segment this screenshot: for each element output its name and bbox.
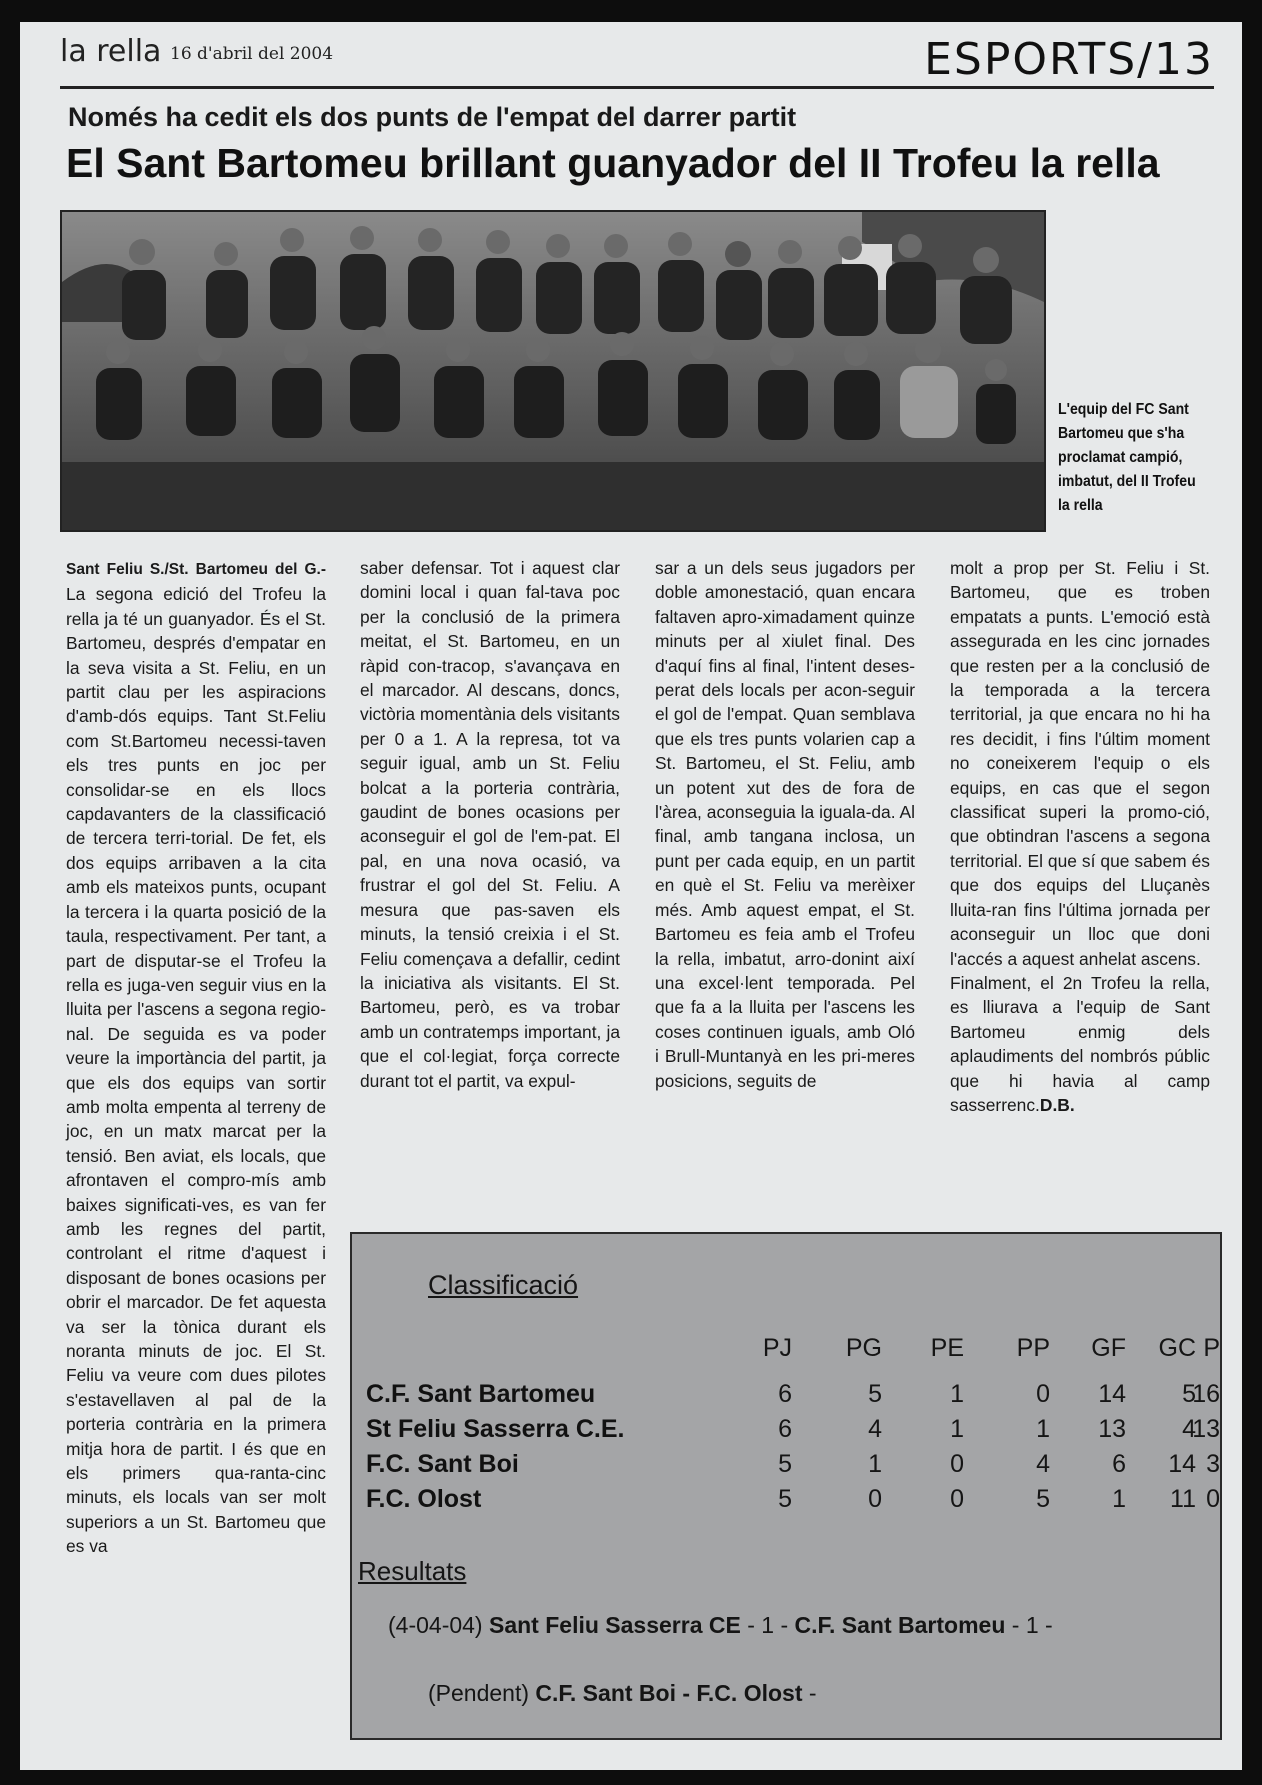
team-name: F.C. Olost (366, 1485, 482, 1513)
result-away-team: C.F. Sant Bartomeu (794, 1612, 1006, 1638)
stat-pg: 4 (868, 1415, 882, 1443)
stat-pe: 1 (950, 1415, 964, 1443)
stat-gc: 11 (1170, 1485, 1196, 1513)
result-away-team: F.C. Olost (696, 1680, 803, 1706)
article-column-3: sar a un dels seus jugadors per doble amonestació, quan encara faltaven apro-ximadament quinze minuts per al xiulet final. Des d'aquí fins al final, l'intent deses-perat dels locals per acon-seguir el gol de l'empat. Quan semblava que els tres punts volarien cap a St. Bartomeu, el St. Feliu, amb un potent xut des de fora de l'àrea, aconseguia la iguala-da. Al final, amb tangana inclosa, un punt per cada equip, en un partit en què el St. Feliu va merèixer més. Amb aquest empat, el St. Bartomeu es feia amb el Trofeu la rella, imbatut, arro-donint així una excel·lent temporada. Pel que fa a la lluita per l'ascens les coses continuen iguals, amb Oló i Brull-Muntanyà en les pri-meres posicions, seguits de (655, 558, 915, 1091)
issue-date: 16 d'abril del 2004 (170, 44, 334, 64)
col-header-pp: PP (1016, 1334, 1050, 1362)
stat-pe: 0 (950, 1450, 964, 1478)
result-row-2 (428, 1680, 817, 1707)
article-kicker: Només ha cedit els dos punts de l'empat del darrer partit (68, 102, 797, 132)
stat-pp: 0 (1036, 1380, 1050, 1408)
stat-pj: 6 (778, 1380, 792, 1408)
standings-box (350, 1232, 1222, 1740)
col-header-p: P (1203, 1334, 1220, 1362)
stat-gf: 6 (1112, 1450, 1126, 1478)
stat-gc: 5 (1182, 1380, 1196, 1408)
author-signature: D.B. (1039, 1094, 1075, 1115)
article-text-final: Finalment, el 2n Trofeu la rella, es lliurava a l'equip de Sant Bartomeu enmig dels aplaudiments del nombrós públic que hi havia al camp sasserrenc. (950, 972, 1210, 1115)
team-photo (60, 210, 1046, 532)
col-header-gc: GC (1158, 1334, 1196, 1362)
stat-pp: 4 (1036, 1450, 1050, 1478)
stat-pj: 6 (778, 1415, 792, 1443)
stat-pe: 1 (950, 1380, 964, 1408)
stat-p: 16 (1192, 1380, 1220, 1408)
stat-pe: 0 (950, 1485, 964, 1513)
result-separator: - (682, 1680, 691, 1706)
article-column-4 (950, 556, 1210, 1117)
stat-pj: 5 (778, 1450, 792, 1478)
stat-gf: 13 (1098, 1415, 1126, 1443)
stat-p: 13 (1192, 1415, 1220, 1443)
result-home-team: C.F. Sant Boi (535, 1680, 676, 1706)
result-date: (4-04-04) (388, 1612, 483, 1638)
col-header-pg: PG (845, 1334, 882, 1362)
col-header-pe: PE (930, 1334, 964, 1362)
header-rule (60, 86, 1214, 89)
result-row-1 (388, 1612, 1053, 1639)
article-column-1 (66, 556, 326, 1559)
team-name: F.C. Sant Boi (366, 1450, 519, 1478)
result-away-score: - 1 - (1011, 1612, 1053, 1638)
stat-pp: 1 (1036, 1415, 1050, 1443)
team-photo-illustration (62, 212, 1044, 530)
section-label: ESPORTS/13 (924, 34, 1214, 85)
team-name: C.F. Sant Bartomeu (366, 1380, 596, 1408)
results-title: Resultats (358, 1556, 467, 1586)
stat-p: 0 (1206, 1485, 1220, 1513)
stat-pp: 5 (1036, 1485, 1050, 1513)
result-status: (Pendent) (428, 1680, 530, 1706)
col-header-pj: PJ (762, 1334, 792, 1362)
col-header-gf: GF (1091, 1334, 1126, 1362)
article-column-2: saber defensar. Tot i aquest clar domini local i quan fal-tava poc per la conclusió de la primera meitat, el St. Bartomeu, en un ràpid con-tracop, s'avançava en el marcador. Al descans, doncs, victòria momentània dels visitants per 0 a 1. A la represa, tot va seguir igual, amb un St. Feliu bolcat a la porteria contrària, gaudint de bones ocasions per aconseguir el gol de l'em-pat. El pal, en una nova ocasió, va frustrar el gol del St. Feliu. A mesura que pas-saven els minuts, la tensió creixia i el St. Feliu començava a defallir, cedint la iniciativa als visitants. El St. Bartomeu, però, es va trobar amb un contratemps important, ja que el col·legiat, força correcte durant tot el partit, va expul- (360, 558, 621, 1091)
standings-title: Classificació (428, 1270, 579, 1300)
stat-pg: 1 (868, 1450, 882, 1478)
article-text-4: molt a prop per St. Feliu i St. Bartomeu, que es troben empatats a punts. L'emoció està assegurada en les cinc jornades que resten per a la conclusió de la temporada a la tercera territorial, ja que encara no hi ha res decidit, i fins l'últim moment no coneixerem l'equip o els equips, en cas que el segon classificat superi la promo-ció, que obtindran l'ascens a segona territorial. El que sí que sabem és que dos equips del Lluçanès lluita-ran fins l'última jornada per aconseguir un lloc que doni l'accés a aquest anhelat ascens. (950, 558, 1210, 969)
stat-gc: 4 (1182, 1415, 1196, 1443)
article-text-1: La segona edició del Trofeu la rella ja té un guanyador. És el St. Bartomeu, després d'empatar en la seva visita a St. Feliu, en un partit clau per les aspiracions d'amb-dós equips. Tant St.Feliu com St.Bartomeu necessi-taven els tres punts en joc per consolidar-se en els llocs capdavanters de la classificació de tercera terri-torial. De fet, els dos equips arribaven a la cita amb els mateixos punts, ocupant la tercera i la quarta posició de la taula, respectivament. Per tant, a part de disputar-se el Trofeu la rella es juga-ven seguir vius en la lluita per l'ascens a segona regio-nal. De seguida es va poder veure la importància del partit, ja que els dos equips van sortir amb molta empenta al terreny de joc, en un matx marcat per la tensió. Ben aviat, els locals, que afrontaven el compro-mís amb baixes significati-ves, es van fer amb les regnes del partit, controlant el ritme d'aquest i disposant de bones ocasions per obrir el marcador. De fet aquesta va ser la tònica durant els noranta minuts de joc. El St. Feliu va veure com dues pilotes s'estavellaven al pal de la porteria contrària en la primera mitja hora de partit. I és que en els primers qua-ranta-cinc minuts, els locals van ser molt superiors a un St. Bartomeu que es va (66, 584, 326, 1557)
team-name: St Feliu Sasserra C.E. (366, 1415, 625, 1443)
stat-gf: 14 (1098, 1380, 1126, 1408)
stat-p: 3 (1206, 1450, 1220, 1478)
result-home-team: Sant Feliu Sasserra CE (489, 1612, 741, 1638)
masthead-brand: la rella (60, 34, 162, 69)
photo-caption: L'equip del FC Sant Bartomeu que s'ha proclamat campió, imbatut, del II Trofeu la rella (1058, 401, 1196, 514)
stat-pj: 5 (778, 1485, 792, 1513)
newspaper-page (20, 22, 1242, 1770)
result-home-score: - 1 - (747, 1612, 789, 1638)
stat-gc: 14 (1168, 1450, 1196, 1478)
article-headline: El Sant Bartomeu brillant guanyador del II Trofeu la rella (66, 140, 1160, 186)
stat-gf: 1 (1112, 1485, 1126, 1513)
result-trailing-dash: - (808, 1680, 817, 1706)
article-lead: Sant Feliu S./St. Bartomeu del G.- (66, 561, 326, 578)
stat-pg: 5 (868, 1380, 882, 1408)
stat-pg: 0 (868, 1485, 882, 1513)
